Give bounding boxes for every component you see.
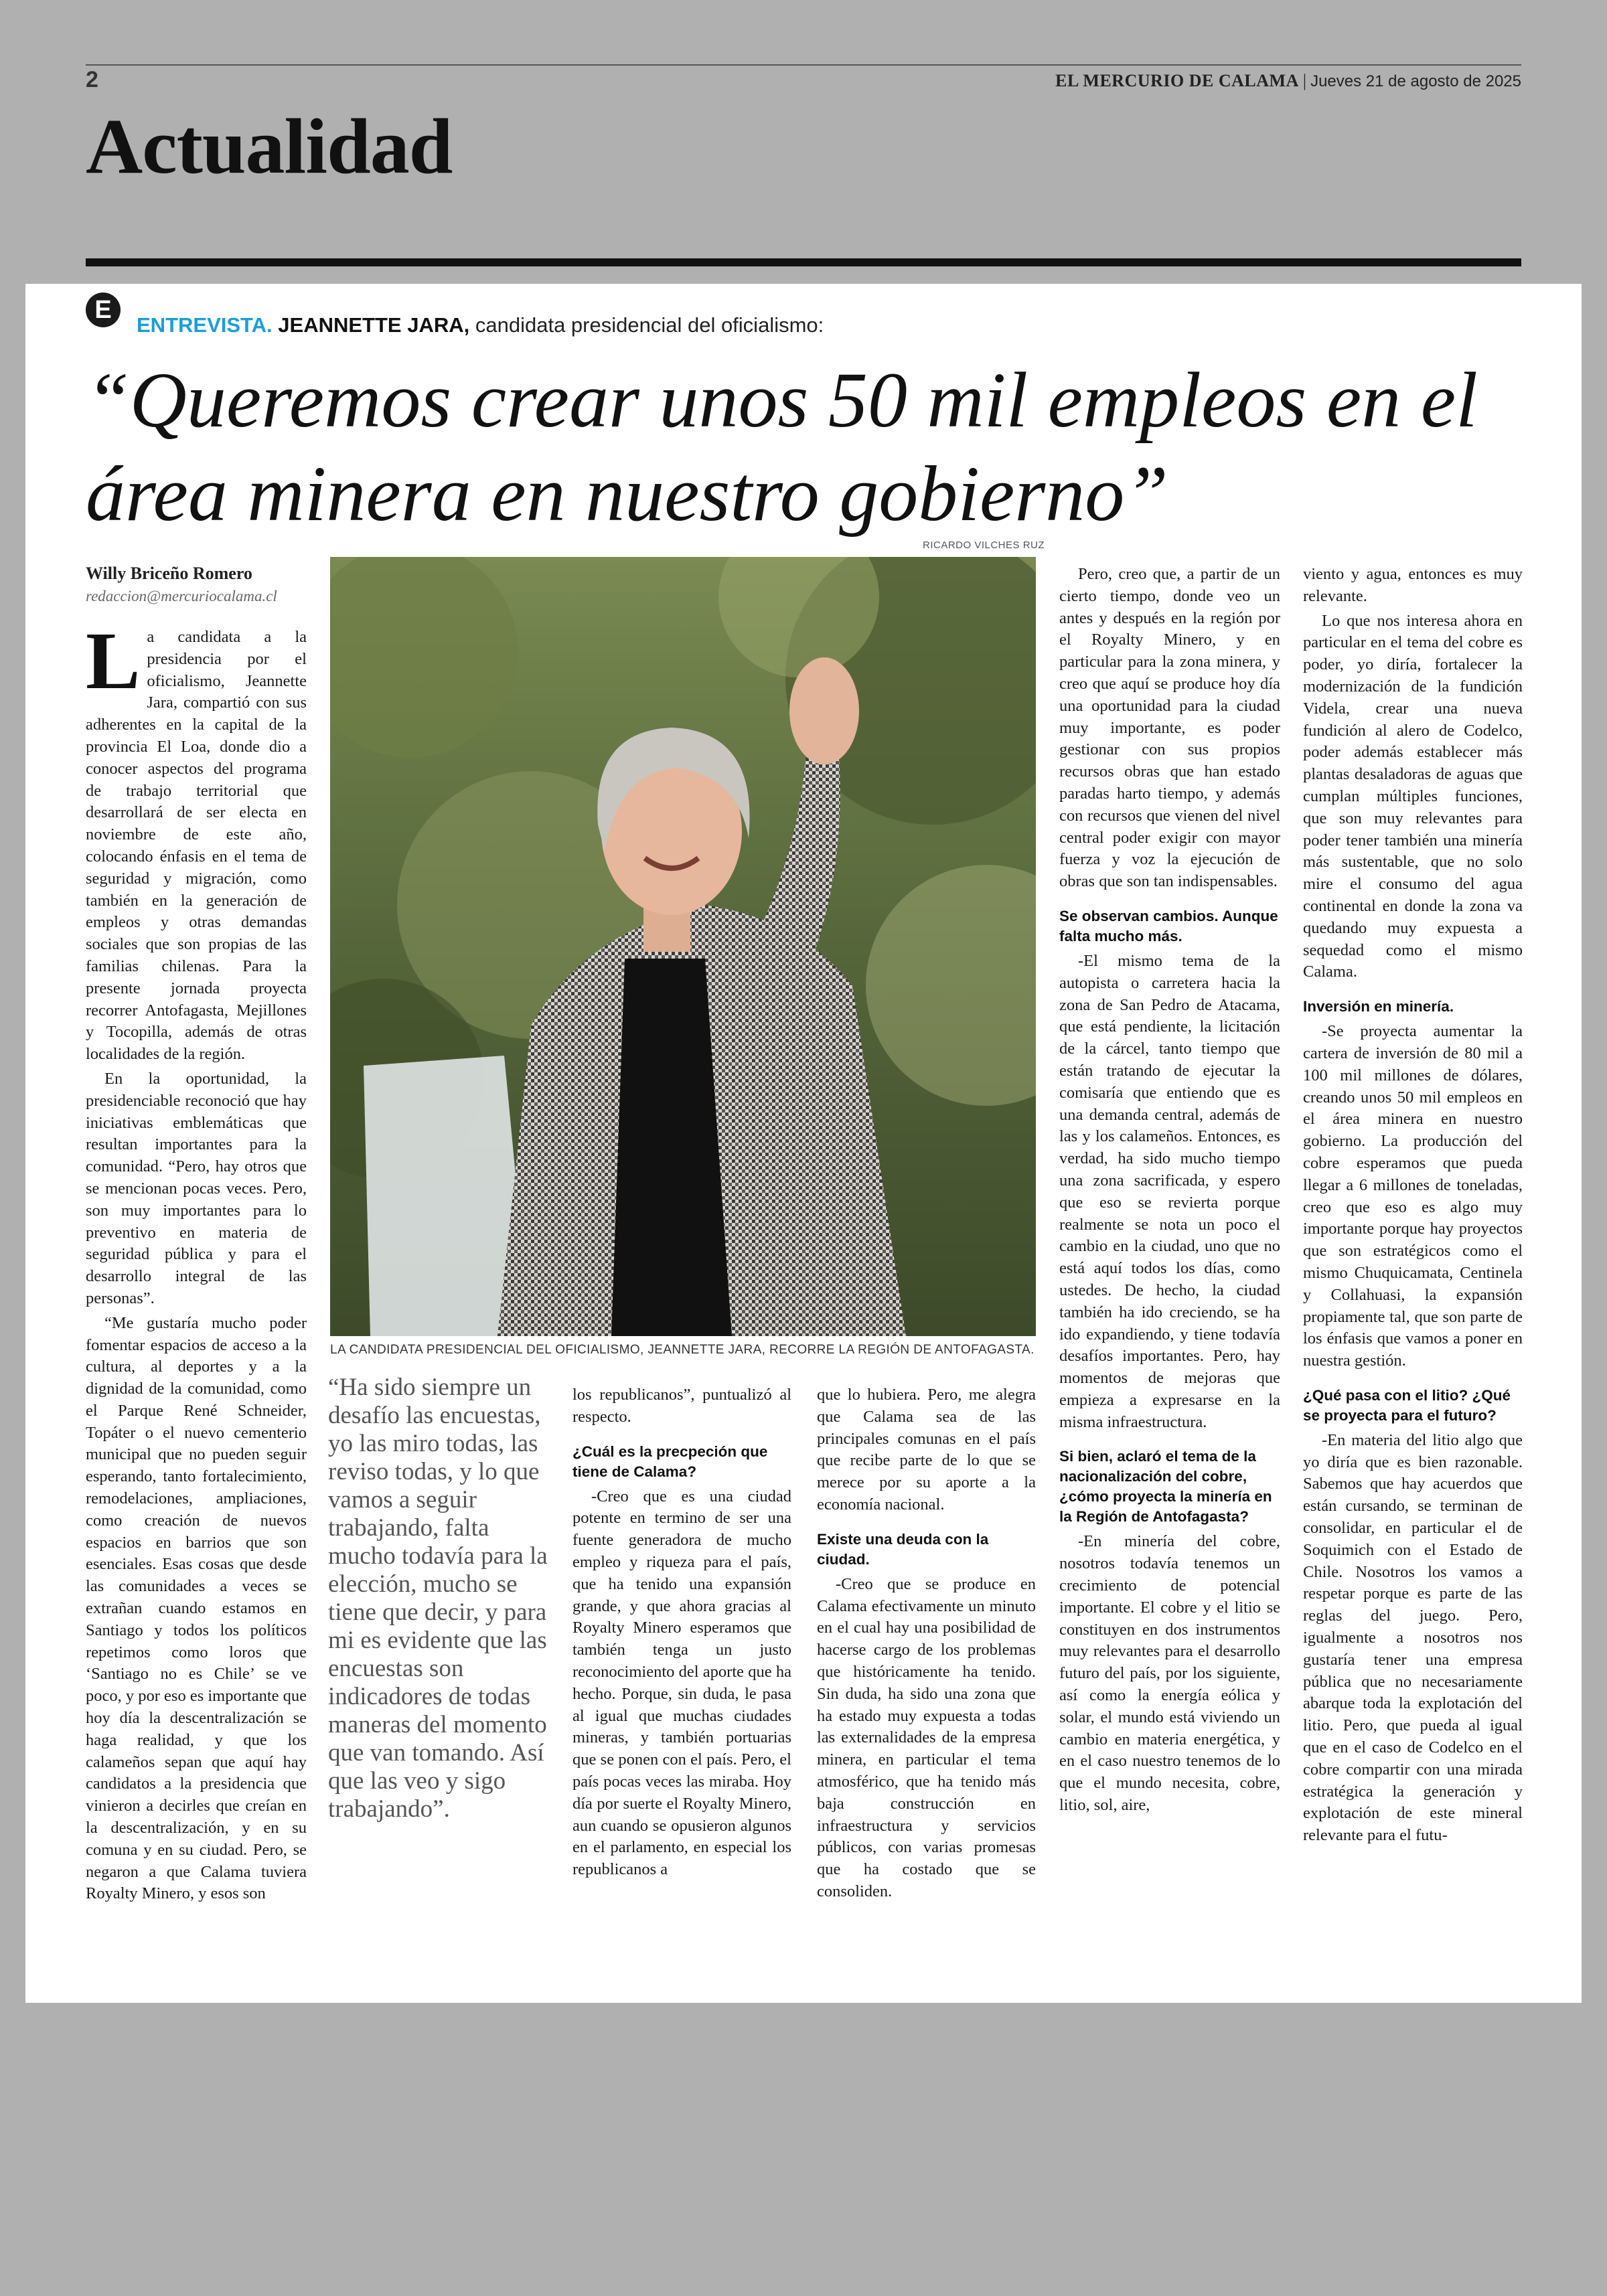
article-column-2 (572, 1384, 791, 1884)
headline: “Queremos crear unos 50 mil empleos en el área minera en nuestro gobierno” (86, 356, 1478, 538)
paragraph: -En materia del litio algo que yo diría que es bien razonable. Sabemos que hay acuerdos que están cursando, se terminan de consolidar, en particular el de Soquimich con el Estado de Chile. Nosotros los vamos a respetar porque es parte de las reglas del juego. Pero, igualmente a nosotros nos gustaría tener una empresa pública que no necesariamente abarque toda la explotación del litio. Pero, que pueda al igual que en el caso de Codelco en el cobre compartir con una mirada estratégica la generación y explotación de este mineral relevante para el futu- (1303, 1430, 1523, 1845)
article-column-5 (1303, 564, 1523, 1850)
interview-question: Existe una deuda con la ciudad. (817, 1530, 989, 1568)
entrevista-badge-icon: E (86, 293, 121, 327)
paragraph: los republicanos”, puntualizó al respecto. (572, 1386, 791, 1426)
interview-question: ¿Qué pasa con el litio? ¿Qué se proyecta para el futuro? (1303, 1386, 1511, 1424)
photo-credit: RICARDO VILCHES RUZ (923, 540, 1045, 551)
paragraph: Lo que nos interesa ahora en particular en el tema del cobre es poder, yo diría, fortalecer la modernización de la fundición Videla, crear una nueva fundición al alero de Codelco, poder además establecer más plantas desaladoras de aguas que cumplan múltiples funciones, que son muy relevantes para poder tener también una minería más sustentable, que no solo mire el consumo del agua continental en donde la zona va quedando muy expuesta a sequedad como el mismo Calama. (1303, 611, 1523, 981)
interview-question: Inversión en minería. (1303, 998, 1454, 1015)
candidate-photo-image (330, 557, 1036, 1336)
kicker-label: ENTREVISTA. (137, 313, 273, 337)
masthead (1055, 71, 1521, 91)
top-rule (86, 64, 1521, 66)
section-divider (86, 258, 1521, 266)
article-column-1 (86, 616, 307, 1908)
candidate-photo (330, 557, 1036, 1336)
article-column-4 (1059, 564, 1280, 1819)
pull-quote: “Ha sido siempre un desafío las encuestas, yo las miro todas, las reviso todas, y lo que vamos a seguir trabajando, falta mucho todavía para la elección, mucho se tiene que decir, y para mi es evidente que las encuestas son indicadores de todas maneras del momento que van tomando. Así que las veo y sigo trabajando”. (328, 1374, 548, 1823)
paragraph: -Creo que es una ciudad potente en termino de ser una fuente generadora de mucho empleo y riqueza para el país, que ha tenido una expansión grande, y que ahora gracias al Royalty Minero esperamos que también tenga un justo reconocimiento del aporte que ha hecho. Porque, sin duda, le pasa al igual que muchas ciudades mineras, y también portuarias que se ponen con el país. Pero, el país pocas veces las miraba. Hoy día por suerte el Royalty Minero, aun cuando se opusieron algunos en el parlamento, en especial los republicanos a (572, 1487, 791, 1879)
paragraph: “Me gustaría mucho poder fomentar espacios de acceso a la cultura, al deportes y a la dignidad de la comunidad, como el Parque René Schneider, Topáter o el nuevo cementerio municipal que no pueden seguir esperando, tanto fortalecimiento, remodelaciones, ampliaciones, como creación de nuevos espacios en barrios que son esenciales. Esas cosas que desde las comunidades a veces se extrañan cuando estamos en Santiago y todos los políticos repetimos como loros que ‘Santiago no es Chile’ se ve poco, y por eso es importante que hoy día la descentralización se haga realidad, y que los calameños sepan que aquí hay candidatos a la presidencia que vinieron a decirles que creían en la descentralización, y en su comuna y en su ciudad. Pero, se negaron a que Calama tuviera Royalty Minero, y esos son (86, 1313, 307, 1903)
author-email: redaccion@mercuriocalama.cl (86, 588, 277, 604)
paragraph: a candidata a la presidencia por el oficialismo, Jeannette Jara, compartió con sus adherentes en la capital de la provincia El Loa, donde dio a conocer aspectos del programa de trabajo territorial que desarrollará de ser electa en noviembre de este año, colocando énfasis en el tema de seguridad y migración, como también en la generación de empleos y otras demandas sociales que son propias de las familias chilenas. Para la presente jornada proyecta recorrer Antofagasta, Mejillones y Tocopilla, además de otras localidades de la región. (86, 628, 307, 1064)
kicker-name: JEANNETTE JARA, (278, 313, 470, 337)
masthead-separator: | (1302, 71, 1307, 90)
paragraph: -El mismo tema de la autopista o carretera hacia la zona de San Pedro de Atacama, que está pendiente, la licitación de la cárcel, tanto tiempo que están tratando de ejecutar la comisaría que entiendo que es una demanda central, además de las y los calameños. Entonces, es verdad, ha sido mucho tiempo una zona sacrificada, y espero que eso se revierta porque realmente se nota un poco el cambio en la ciudad, uno que no está aquí todos los días, como ustedes. De hecho, la ciudad también ha ido creciendo, se ha ido expandiendo, y tiene todavía desafíos importantes. Pero, hay momentos de mejoras que empieza a expresarse en la misma infraestructura. (1059, 951, 1280, 1431)
interview-question: ¿Cuál es la precpeción que tiene de Calama? (572, 1443, 768, 1480)
paragraph: -Se proyecta aumentar la cartera de inversión de 80 mil a 100 mil millones de dólares, creando unos 50 mil empleos en el área minera en nuestro gobierno. La producción del cobre esperamos que pueda llegar a 6 millones de toneladas, creo que eso es algo muy importante porque hay proyectos que son estratégicos como el mismo Chuquicamata, Centinela y Collahuasi, la expansión propiamente tal, que son parte de los énfasis que vamos a poner en nuestra gestión. (1303, 1022, 1523, 1370)
article-column-3 (817, 1384, 1036, 1906)
newspaper-name: EL MERCURIO DE CALAMA (1055, 71, 1299, 90)
page-number: 2 (86, 67, 98, 92)
paragraph: que lo hubiera. Pero, me alegra que Calama sea de las principales comunas en el país que recibe parte de lo que se merece por su aporte a la economía nacional. (817, 1386, 1036, 1513)
paragraph: Pero, creo que, a partir de un cierto tiempo, donde veo un antes y después en la región por el Royalty Minero, y en particular para la zona minera, y creo que aquí se produce hoy día una oportunidad para la ciudad muy importante, es poder gestionar con sus propios recursos obras que han estado paradas harto tiempo, y además con recursos que vienen del nivel central poder exigir con mayor fuerza y voz la ejecución de obras que son tan indispensables. (1059, 565, 1280, 891)
paragraph: -Creo que se produce en Calama efectivamente un minuto en el cual hay una posibilidad de hacerse cargo de los problemas que históricamente ha tenido. Sin duda, ha sido una zona que ha estado muy expuesta a todas las externalidades de la empresa minera, en particular el tema atmosférico, que ha tenido más baja construcción en infraestructura y servicios públicos, con varias promesas que ha costado que se consoliden. (817, 1574, 1036, 1900)
section-title: Actualidad (86, 102, 453, 190)
interview-question: Si bien, aclaró el tema de la nacionalización del cobre, ¿cómo proyecta la minería en la Región de Antofagasta? (1059, 1448, 1272, 1526)
photo-caption: LA CANDIDATA PRESIDENCIAL DEL OFICIALISMO, JEANNETTE JARA, RECORRE LA REGIÓN DE ANTOFAGASTA. (330, 1343, 1035, 1357)
paragraph: En la oportunidad, la presidenciable reconoció que hay iniciativas emblemáticas que resultan importantes para la comunidad. “Pero, hay otros que se mencionan pocas veces. Pero, son muy importantes para lo preventivo en materia de seguridad pública y para el desarrollo integral de las personas”. (86, 1069, 307, 1307)
interview-question: Se observan cambios. Aunque falta mucho más. (1059, 907, 1278, 945)
paragraph: viento y agua, entonces es muy relevante. (1303, 565, 1523, 605)
author-byline: Willy Briceño Romero (86, 564, 252, 583)
kicker-role: candidata presidencial del oficialismo: (475, 313, 824, 337)
article-kicker (137, 313, 824, 337)
drop-cap: L (86, 616, 141, 706)
issue-date: Jueves 21 de agosto de 2025 (1310, 72, 1521, 90)
paragraph: -En minería del cobre, nosotros todavía tenemos un crecimiento de potencial importante. El cobre y el litio se constituyen en dos instrumentos muy relevantes para el desarrollo futuro del país, por los siguiente, así como la energía eólica y solar, el mundo está viviendo un cambio en materia energética, y en el caso nuestro tenemos de lo que el mundo necesita, cobre, litio, sol, aire, (1059, 1532, 1280, 1815)
